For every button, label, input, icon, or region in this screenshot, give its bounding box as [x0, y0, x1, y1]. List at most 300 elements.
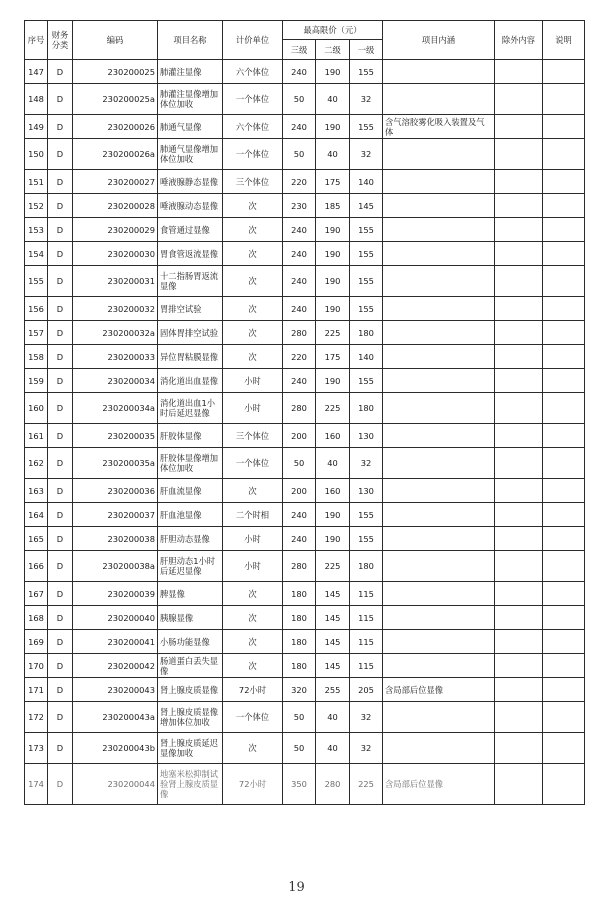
cell-notes	[543, 242, 585, 266]
cell-excluded	[495, 115, 543, 139]
cell-unit: 次	[223, 479, 283, 503]
cell-content	[383, 606, 495, 630]
cell-excluded	[495, 321, 543, 345]
cell-excluded	[495, 424, 543, 448]
cell-code: 230200042	[73, 654, 158, 678]
cell-notes	[543, 503, 585, 527]
cell-code: 230200032a	[73, 321, 158, 345]
cell-price-level2: 40	[316, 139, 350, 170]
cell-unit: 次	[223, 194, 283, 218]
cell-price-level3: 280	[283, 321, 316, 345]
cell-price-level2: 225	[316, 321, 350, 345]
table-row	[25, 393, 585, 424]
cell-unit: 一个体位	[223, 702, 283, 733]
cell-content	[383, 266, 495, 297]
header-content: 项目内涵	[383, 21, 495, 60]
cell-notes	[543, 321, 585, 345]
cell-price-level2: 190	[316, 60, 350, 84]
cell-price-level3: 240	[283, 297, 316, 321]
cell-content	[383, 242, 495, 266]
header-code: 编码	[73, 21, 158, 60]
cell-price-level2: 280	[316, 764, 350, 805]
cell-category: D	[48, 266, 73, 297]
cell-notes	[543, 582, 585, 606]
cell-name: 肝胆动态显像	[158, 527, 223, 551]
cell-code: 230200026a	[73, 139, 158, 170]
cell-price-level2: 190	[316, 297, 350, 321]
cell-seq: 163	[25, 479, 48, 503]
cell-price-level3: 230	[283, 194, 316, 218]
cell-notes	[543, 139, 585, 170]
cell-unit: 次	[223, 654, 283, 678]
cell-code: 230200034a	[73, 393, 158, 424]
price-table	[24, 20, 585, 805]
cell-price-level3: 220	[283, 345, 316, 369]
cell-price-level1: 130	[350, 479, 383, 503]
table-row	[25, 479, 585, 503]
header-category: 财务分类	[48, 21, 73, 60]
cell-seq: 166	[25, 551, 48, 582]
cell-name: 肝血池显像	[158, 503, 223, 527]
cell-name: 肺通气显像增加体位加收	[158, 139, 223, 170]
cell-price-level2: 160	[316, 479, 350, 503]
cell-code: 230200043a	[73, 702, 158, 733]
cell-code: 230200043	[73, 678, 158, 702]
cell-unit: 次	[223, 733, 283, 764]
cell-price-level1: 32	[350, 733, 383, 764]
cell-unit: 小时	[223, 369, 283, 393]
cell-category: D	[48, 194, 73, 218]
cell-content	[383, 369, 495, 393]
table-row	[25, 139, 585, 170]
cell-content	[383, 479, 495, 503]
cell-category: D	[48, 503, 73, 527]
cell-notes	[543, 115, 585, 139]
cell-seq: 159	[25, 369, 48, 393]
table-row	[25, 369, 585, 393]
cell-price-level1: 115	[350, 630, 383, 654]
cell-seq: 151	[25, 170, 48, 194]
cell-seq: 167	[25, 582, 48, 606]
cell-code: 230200025	[73, 60, 158, 84]
cell-code: 230200041	[73, 630, 158, 654]
table-row	[25, 733, 585, 764]
table-row	[25, 678, 585, 702]
cell-code: 230200038a	[73, 551, 158, 582]
cell-seq: 155	[25, 266, 48, 297]
table-row	[25, 630, 585, 654]
cell-price-level1: 145	[350, 194, 383, 218]
cell-category: D	[48, 551, 73, 582]
price-table-sheet	[24, 20, 584, 805]
cell-notes	[543, 527, 585, 551]
cell-excluded	[495, 170, 543, 194]
cell-name: 肝胆动态1小时后延迟显像	[158, 551, 223, 582]
cell-excluded	[495, 764, 543, 805]
cell-unit: 次	[223, 321, 283, 345]
table-row	[25, 551, 585, 582]
cell-code: 230200030	[73, 242, 158, 266]
header-level2: 二级	[316, 40, 350, 60]
cell-seq: 164	[25, 503, 48, 527]
cell-excluded	[495, 266, 543, 297]
cell-price-level1: 155	[350, 266, 383, 297]
cell-content	[383, 297, 495, 321]
cell-name: 肝胶体显像	[158, 424, 223, 448]
table-row	[25, 60, 585, 84]
cell-price-level2: 40	[316, 84, 350, 115]
header-level3: 三级	[283, 40, 316, 60]
cell-unit: 小时	[223, 393, 283, 424]
cell-price-level1: 155	[350, 60, 383, 84]
header-name: 项目名称	[158, 21, 223, 60]
cell-price-level1: 155	[350, 503, 383, 527]
cell-excluded	[495, 503, 543, 527]
cell-notes	[543, 393, 585, 424]
cell-category: D	[48, 733, 73, 764]
cell-unit: 次	[223, 582, 283, 606]
cell-seq: 147	[25, 60, 48, 84]
cell-price-level3: 240	[283, 242, 316, 266]
cell-content	[383, 630, 495, 654]
cell-name: 脾显像	[158, 582, 223, 606]
cell-code: 230200040	[73, 606, 158, 630]
cell-code: 230200029	[73, 218, 158, 242]
cell-category: D	[48, 321, 73, 345]
cell-name: 肾上腺皮质显像	[158, 678, 223, 702]
cell-excluded	[495, 630, 543, 654]
cell-price-level2: 190	[316, 218, 350, 242]
cell-code: 230200044	[73, 764, 158, 805]
cell-code: 230200032	[73, 297, 158, 321]
cell-seq: 168	[25, 606, 48, 630]
cell-code: 230200035	[73, 424, 158, 448]
cell-notes	[543, 606, 585, 630]
table-row	[25, 448, 585, 479]
cell-price-level2: 190	[316, 115, 350, 139]
cell-content	[383, 702, 495, 733]
cell-price-level2: 190	[316, 242, 350, 266]
cell-price-level2: 190	[316, 266, 350, 297]
cell-unit: 72小时	[223, 678, 283, 702]
cell-price-level2: 40	[316, 702, 350, 733]
cell-notes	[543, 60, 585, 84]
cell-content	[383, 218, 495, 242]
cell-excluded	[495, 551, 543, 582]
table-row	[25, 702, 585, 733]
cell-seq: 169	[25, 630, 48, 654]
cell-name: 小肠功能显像	[158, 630, 223, 654]
cell-seq: 162	[25, 448, 48, 479]
cell-content	[383, 393, 495, 424]
cell-code: 230200027	[73, 170, 158, 194]
table-row	[25, 170, 585, 194]
cell-price-level2: 190	[316, 503, 350, 527]
cell-category: D	[48, 630, 73, 654]
cell-price-level1: 130	[350, 424, 383, 448]
cell-category: D	[48, 218, 73, 242]
table-row	[25, 345, 585, 369]
cell-unit: 一个体位	[223, 448, 283, 479]
cell-name: 消化道出血1小时后延迟显像	[158, 393, 223, 424]
cell-name: 肝胶体显像增加体位加收	[158, 448, 223, 479]
cell-notes	[543, 733, 585, 764]
cell-price-level3: 50	[283, 139, 316, 170]
cell-excluded	[495, 369, 543, 393]
cell-name: 食管通过显像	[158, 218, 223, 242]
table-row	[25, 321, 585, 345]
cell-excluded	[495, 60, 543, 84]
cell-price-level3: 280	[283, 551, 316, 582]
cell-price-level1: 155	[350, 369, 383, 393]
cell-notes	[543, 479, 585, 503]
cell-notes	[543, 448, 585, 479]
cell-name: 固体胃排空试验	[158, 321, 223, 345]
cell-price-level1: 155	[350, 297, 383, 321]
cell-excluded	[495, 218, 543, 242]
cell-price-level1: 140	[350, 345, 383, 369]
cell-name: 地塞米松抑制试验肾上腺皮质显像	[158, 764, 223, 805]
table-row	[25, 503, 585, 527]
cell-category: D	[48, 527, 73, 551]
cell-excluded	[495, 678, 543, 702]
cell-category: D	[48, 170, 73, 194]
cell-price-level3: 50	[283, 84, 316, 115]
cell-excluded	[495, 654, 543, 678]
cell-price-level3: 280	[283, 393, 316, 424]
cell-notes	[543, 702, 585, 733]
cell-content	[383, 582, 495, 606]
table-row	[25, 606, 585, 630]
cell-category: D	[48, 606, 73, 630]
cell-unit: 六个体位	[223, 115, 283, 139]
table-row	[25, 582, 585, 606]
cell-price-level3: 350	[283, 764, 316, 805]
table-row	[25, 242, 585, 266]
cell-unit: 次	[223, 266, 283, 297]
cell-price-level1: 180	[350, 393, 383, 424]
cell-notes	[543, 424, 585, 448]
cell-price-level1: 155	[350, 527, 383, 551]
cell-price-level1: 32	[350, 702, 383, 733]
cell-unit: 次	[223, 606, 283, 630]
cell-name: 胃食管返流显像	[158, 242, 223, 266]
cell-price-level1: 205	[350, 678, 383, 702]
cell-content	[383, 424, 495, 448]
cell-category: D	[48, 242, 73, 266]
cell-code: 230200031	[73, 266, 158, 297]
header-unit: 计价单位	[223, 21, 283, 60]
cell-name: 肾上腺皮质显像增加体位加收	[158, 702, 223, 733]
cell-notes	[543, 551, 585, 582]
cell-price-level3: 240	[283, 60, 316, 84]
table-row	[25, 115, 585, 139]
table-row	[25, 84, 585, 115]
cell-content	[383, 170, 495, 194]
cell-excluded	[495, 194, 543, 218]
cell-seq: 148	[25, 84, 48, 115]
cell-excluded	[495, 393, 543, 424]
cell-category: D	[48, 479, 73, 503]
cell-name: 消化道出血显像	[158, 369, 223, 393]
cell-name: 肝血流显像	[158, 479, 223, 503]
cell-unit: 小时	[223, 551, 283, 582]
cell-content	[383, 321, 495, 345]
cell-price-level2: 225	[316, 393, 350, 424]
cell-category: D	[48, 424, 73, 448]
cell-code: 230200033	[73, 345, 158, 369]
cell-code: 230200037	[73, 503, 158, 527]
table-row	[25, 218, 585, 242]
cell-price-level3: 240	[283, 115, 316, 139]
table-row	[25, 764, 585, 805]
cell-name: 胃排空试验	[158, 297, 223, 321]
cell-code: 230200036	[73, 479, 158, 503]
cell-excluded	[495, 582, 543, 606]
cell-category: D	[48, 84, 73, 115]
table-row	[25, 194, 585, 218]
cell-name: 肺灌注显像	[158, 60, 223, 84]
cell-seq: 156	[25, 297, 48, 321]
cell-seq: 171	[25, 678, 48, 702]
cell-price-level1: 225	[350, 764, 383, 805]
cell-content: 含气溶胶雾化吸入装置及气体	[383, 115, 495, 139]
cell-content	[383, 84, 495, 115]
cell-content: 含局部后位显像	[383, 678, 495, 702]
cell-price-level2: 145	[316, 630, 350, 654]
cell-category: D	[48, 369, 73, 393]
cell-unit: 二个时相	[223, 503, 283, 527]
cell-unit: 六个体位	[223, 60, 283, 84]
cell-price-level1: 180	[350, 321, 383, 345]
cell-code: 230200035a	[73, 448, 158, 479]
cell-content	[383, 448, 495, 479]
cell-unit: 次	[223, 630, 283, 654]
cell-price-level1: 155	[350, 218, 383, 242]
cell-code: 230200038	[73, 527, 158, 551]
cell-excluded	[495, 242, 543, 266]
cell-name: 肠道蛋白丢失显像	[158, 654, 223, 678]
cell-unit: 次	[223, 345, 283, 369]
cell-unit: 三个体位	[223, 170, 283, 194]
cell-name: 十二指肠胃返流显像	[158, 266, 223, 297]
cell-price-level3: 180	[283, 582, 316, 606]
cell-notes	[543, 764, 585, 805]
cell-price-level2: 40	[316, 733, 350, 764]
cell-price-level1: 180	[350, 551, 383, 582]
cell-price-level1: 115	[350, 606, 383, 630]
cell-code: 230200034	[73, 369, 158, 393]
cell-seq: 161	[25, 424, 48, 448]
cell-content	[383, 194, 495, 218]
cell-seq: 172	[25, 702, 48, 733]
cell-content	[383, 139, 495, 170]
cell-unit: 72小时	[223, 764, 283, 805]
cell-unit: 一个体位	[223, 84, 283, 115]
cell-name: 异位胃粘膜显像	[158, 345, 223, 369]
cell-category: D	[48, 448, 73, 479]
cell-price-level3: 320	[283, 678, 316, 702]
cell-code: 230200026	[73, 115, 158, 139]
table-row	[25, 424, 585, 448]
cell-category: D	[48, 393, 73, 424]
cell-seq: 154	[25, 242, 48, 266]
cell-price-level3: 240	[283, 218, 316, 242]
cell-category: D	[48, 60, 73, 84]
cell-notes	[543, 654, 585, 678]
cell-content: 含局部后位显像	[383, 764, 495, 805]
cell-price-level3: 180	[283, 630, 316, 654]
cell-unit: 小时	[223, 527, 283, 551]
cell-notes	[543, 84, 585, 115]
cell-price-level1: 32	[350, 139, 383, 170]
cell-price-level2: 225	[316, 551, 350, 582]
cell-price-level3: 180	[283, 606, 316, 630]
cell-price-level3: 200	[283, 479, 316, 503]
header-level1: 一级	[350, 40, 383, 60]
cell-excluded	[495, 345, 543, 369]
cell-unit: 一个体位	[223, 139, 283, 170]
header-excluded: 除外内容	[495, 21, 543, 60]
cell-unit: 次	[223, 297, 283, 321]
cell-seq: 149	[25, 115, 48, 139]
cell-price-level2: 190	[316, 527, 350, 551]
cell-content	[383, 345, 495, 369]
cell-price-level2: 190	[316, 369, 350, 393]
cell-price-level2: 185	[316, 194, 350, 218]
header-max-price: 最高限价（元）	[283, 21, 383, 40]
cell-price-level1: 155	[350, 242, 383, 266]
cell-name: 肺通气显像	[158, 115, 223, 139]
cell-price-level2: 160	[316, 424, 350, 448]
cell-excluded	[495, 448, 543, 479]
cell-seq: 160	[25, 393, 48, 424]
cell-content	[383, 60, 495, 84]
cell-price-level1: 32	[350, 448, 383, 479]
table-row	[25, 527, 585, 551]
cell-code: 230200043b	[73, 733, 158, 764]
cell-seq: 174	[25, 764, 48, 805]
cell-price-level3: 180	[283, 654, 316, 678]
cell-category: D	[48, 764, 73, 805]
cell-notes	[543, 170, 585, 194]
cell-name: 胰腺显像	[158, 606, 223, 630]
cell-content	[383, 654, 495, 678]
cell-category: D	[48, 702, 73, 733]
cell-unit: 次	[223, 242, 283, 266]
cell-notes	[543, 297, 585, 321]
cell-excluded	[495, 479, 543, 503]
header-seq: 序号	[25, 21, 48, 60]
cell-price-level2: 145	[316, 606, 350, 630]
table-row	[25, 654, 585, 678]
cell-notes	[543, 194, 585, 218]
cell-category: D	[48, 345, 73, 369]
cell-price-level3: 50	[283, 702, 316, 733]
cell-price-level2: 145	[316, 654, 350, 678]
cell-seq: 152	[25, 194, 48, 218]
cell-notes	[543, 678, 585, 702]
cell-seq: 150	[25, 139, 48, 170]
cell-seq: 173	[25, 733, 48, 764]
cell-category: D	[48, 115, 73, 139]
cell-excluded	[495, 139, 543, 170]
cell-unit: 次	[223, 218, 283, 242]
cell-seq: 153	[25, 218, 48, 242]
table-row	[25, 297, 585, 321]
cell-price-level3: 240	[283, 369, 316, 393]
cell-notes	[543, 266, 585, 297]
